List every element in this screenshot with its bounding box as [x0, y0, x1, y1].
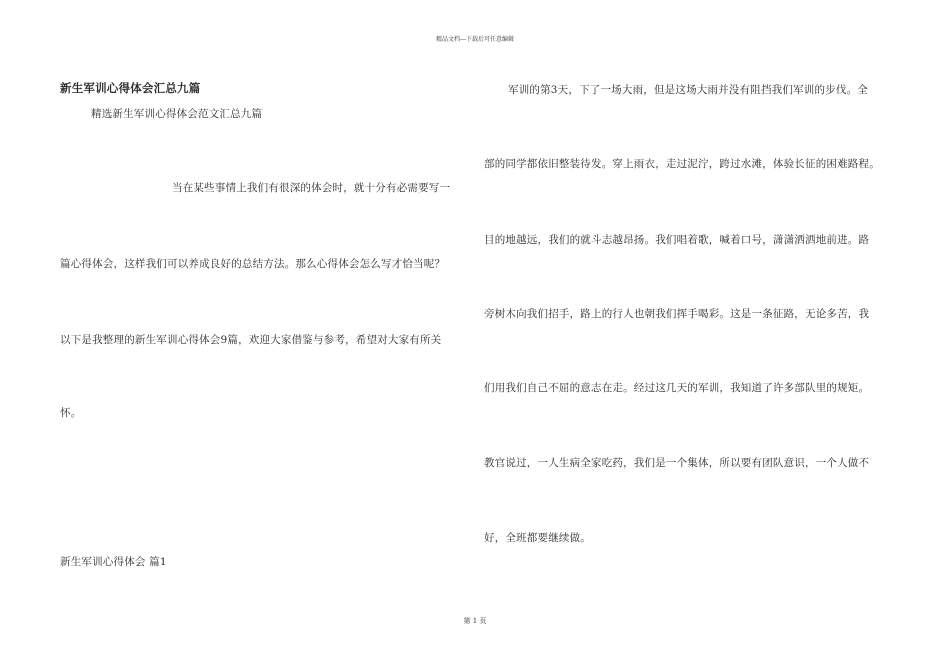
section-heading: 新生军训心得体会 篇1	[60, 556, 167, 568]
paragraph-line: 好，全班都要继续做。	[484, 532, 591, 544]
page-header: 精品文档---下载后可任意编辑	[435, 36, 515, 43]
paragraph-line: 目的地越远，我们的就斗志越昂扬。我们唱着歌，喊着口号，潇潇洒洒地前进。路	[484, 234, 870, 246]
page-number: 第 1 页	[463, 617, 487, 625]
document-subtitle: 精选新生军训心得体会范文汇总九篇	[91, 108, 263, 120]
paragraph-line: 当在某些事情上我们有很深的体会时，就十分有必需要写一	[172, 182, 451, 194]
paragraph-line: 旁树木向我们招手，路上的行人也朝我们挥手喝彩。这是一条征路，无论多苦，我	[484, 308, 870, 320]
paragraph-line: 部的同学都依旧整装待发。穿上雨衣，走过泥泞，跨过水滩，体验长征的困难路程。	[484, 158, 880, 170]
paragraph-line: 以下是我整理的新生军训心得体会9篇，欢迎大家借鉴与参考，希望对大家有所关	[60, 334, 442, 346]
paragraph-line: 怀。	[60, 407, 82, 419]
paragraph-line: 们用我们自己不屈的意志在走。经过这几天的军训，我知道了许多部队里的规矩。	[484, 382, 870, 394]
paragraph-line: 军训的第3天，下了一场大雨，但是这场大雨并没有阻挡我们军训的步伐。全	[508, 84, 868, 96]
paragraph-line: 篇心得体会，这样我们可以养成良好的总结方法。那么心得体会怎么写才恰当呢？	[60, 258, 446, 270]
paragraph-line: 教官说过，一人生病全家吃药，我们是一个集体，所以要有团队意识，一个人做不	[484, 457, 870, 469]
document-title: 新生军训心得体会汇总九篇	[60, 81, 201, 95]
